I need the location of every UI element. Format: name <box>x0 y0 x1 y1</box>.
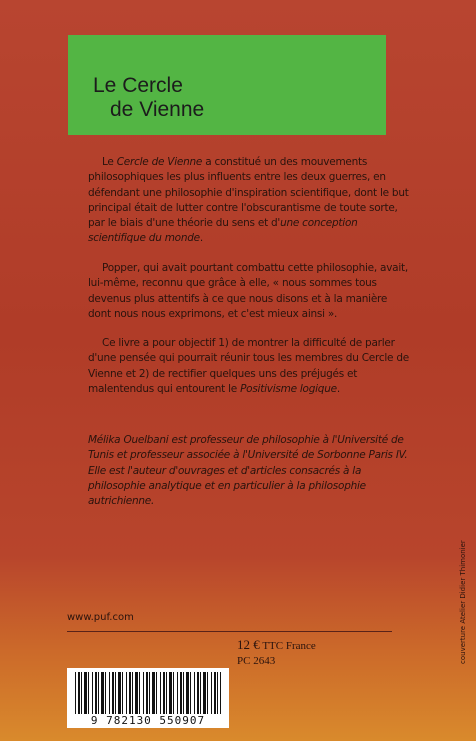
price-note: TTC France <box>262 640 316 652</box>
description-paragraph-3: Ce livre a pour objectif 1) de montrer la difficulté de parler d'une pensée qui pourrait réunir tous les membres du Cercle de Vienne et 2) de rectifier quelques uns des préjugés et malentendus qui entourent le Positivisme logique. <box>88 337 409 395</box>
description-paragraph-1: Le Cercle de Vienne a constitué un des mouvements philosophiques les plus influents entre les deux guerres, en défendant une philosophie d'inspiration scientifique, dont le but principal était de lutter contre l'obscurantisme de toute sorte, par le biais d'une théorie du sens et d'une conception scientifique du monde. <box>88 156 409 245</box>
price-block <box>237 637 316 669</box>
description-paragraph-2: Popper, qui avait pourtant combattu cette philosophie, avait, lui-même, reconnu que grâce à elle, « nous sommes tous devenus plus attentifs à ce que nous disons et à la manière dont nous nous exprimons, et c'est mieux ainsi ». <box>88 262 408 320</box>
product-code: PC 2643 <box>237 655 276 667</box>
book-title-line-2: de Vienne <box>110 98 205 121</box>
barcode-bars <box>75 672 221 714</box>
publisher-website: www.puf.com <box>67 612 134 623</box>
price-amount: 12 € <box>237 637 260 652</box>
author-bio: Mélika Ouelbani est professeur de philosophie à l'Université de Tunis et professeur associée à l'Université de Sorbonne Paris IV. Elle est l'auteur d'ouvrages et d'articles consacrés à la philosophie analytique et en particulier à la philosophie autrichienne. <box>88 434 408 508</box>
divider <box>67 631 392 632</box>
isbn-barcode <box>67 668 229 728</box>
cover-credit: couverture Atelier Didier Thimonier <box>459 540 467 664</box>
barcode-digits: 9 782130 550907 <box>90 714 206 727</box>
book-title-line-1: Le Cercle <box>93 74 183 97</box>
